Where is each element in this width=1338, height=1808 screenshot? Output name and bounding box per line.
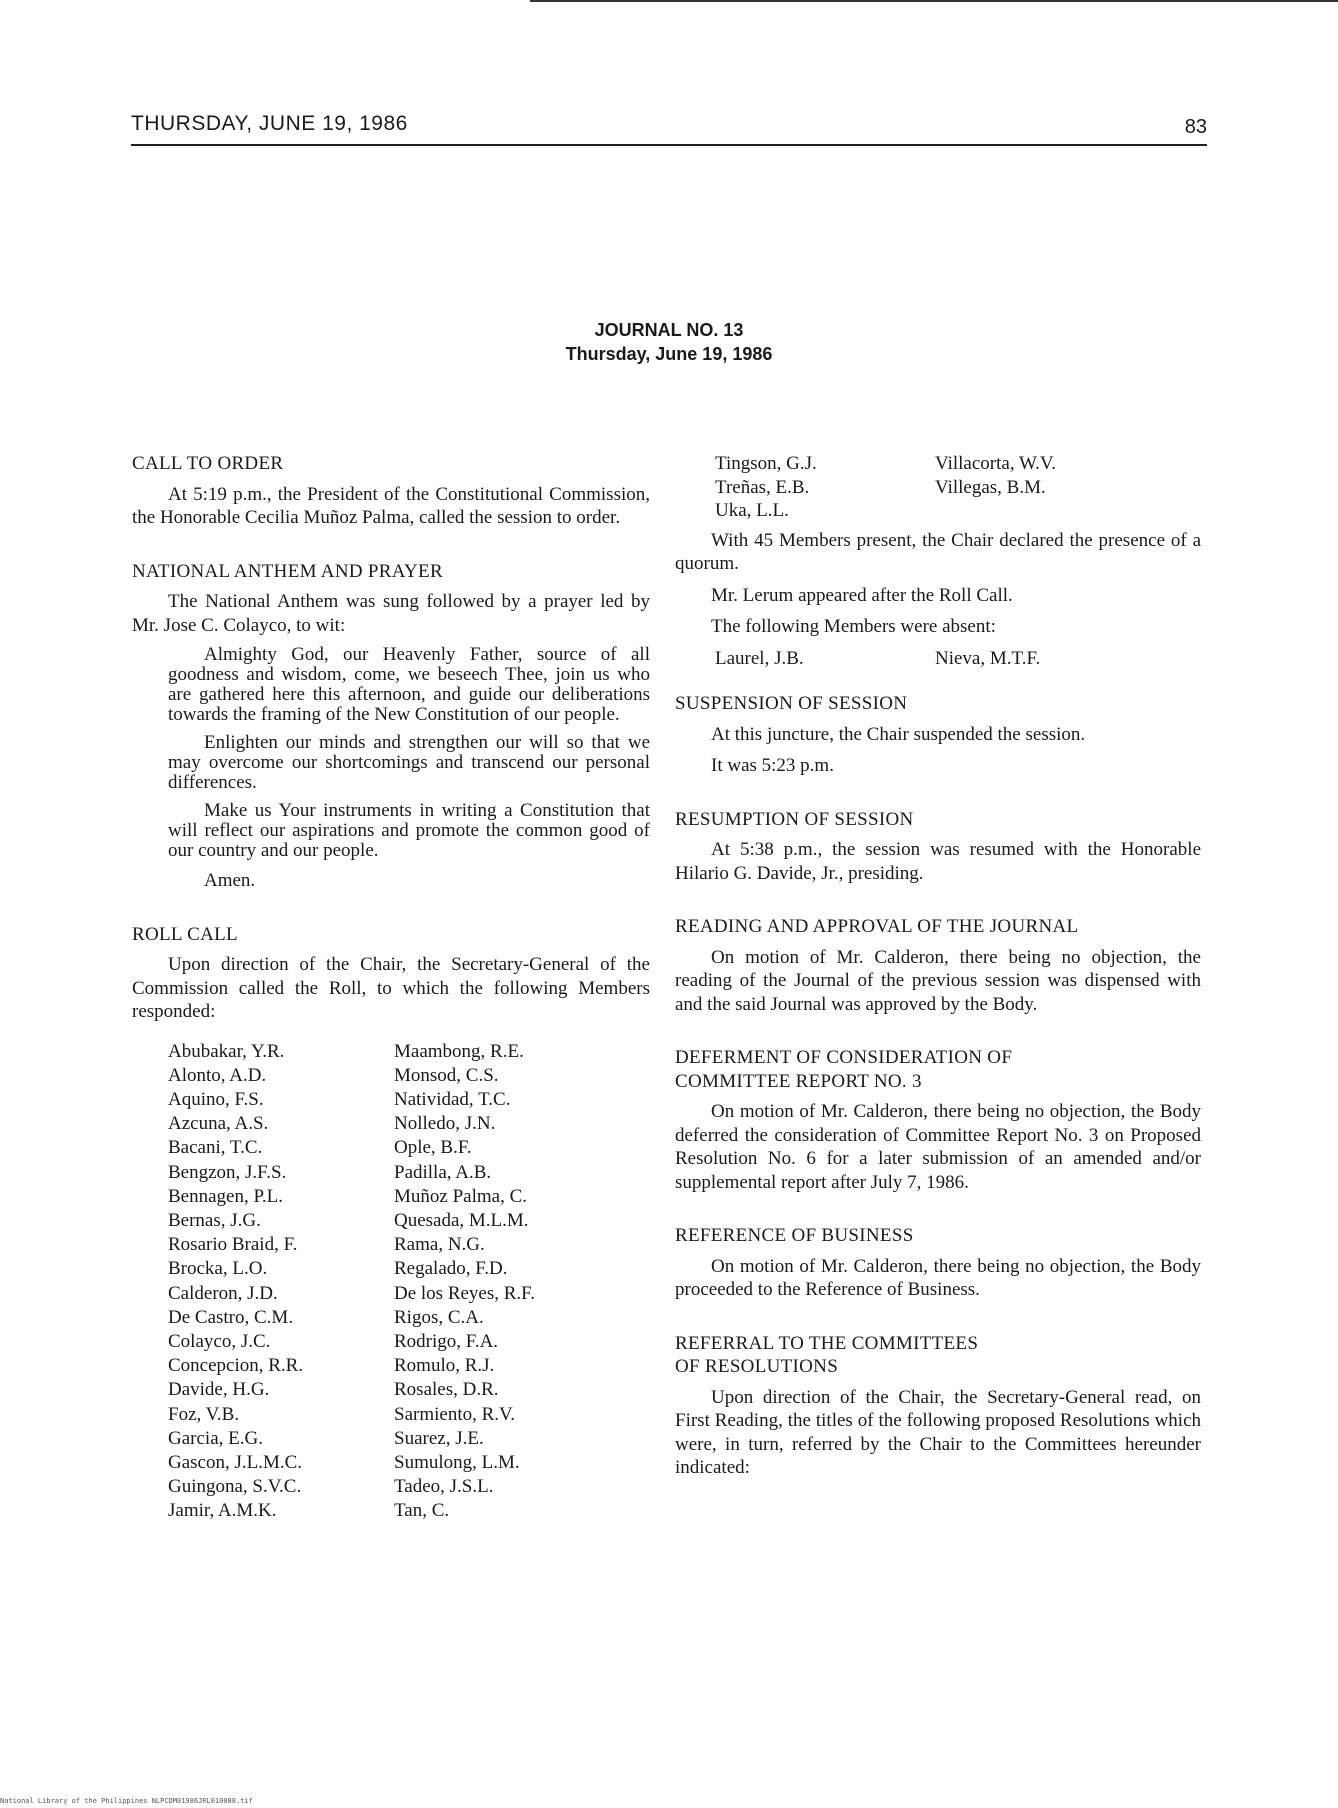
member-name: Gascon, J.L.M.C.	[168, 1451, 303, 1473]
member-name: Davide, H.G.	[168, 1379, 270, 1401]
names-column-1	[168, 1040, 394, 1524]
member-name: Rama, N.G.	[394, 1234, 485, 1256]
right-column	[675, 452, 1201, 1488]
scan-footer: National Library of the Philippines NLPCDM01986JRL010088.tif	[0, 1797, 253, 1805]
member-name: Suarez, J.E.	[394, 1427, 484, 1449]
member-name: Romulo, R.J.	[394, 1355, 495, 1377]
roll-call-names-continued	[715, 452, 1201, 523]
member-name: Sumulong, L.M.	[394, 1451, 520, 1473]
absent-text: The following Members were absent:	[711, 616, 996, 637]
names-column-2	[935, 452, 1155, 523]
member-name: Muñoz Palma, C.	[394, 1185, 527, 1207]
prayer-paragraph: Enlighten our minds and strengthen our will so that we may overcome our shortcomings and transcend our personal differences.	[168, 732, 650, 793]
member-name: Concepcion, R.R.	[168, 1355, 304, 1377]
prayer-paragraph: Make us Your instruments in writing a Constitution that will reflect our aspirations and promote the common good of our country and our people.	[168, 800, 650, 861]
member-name: Villegas, B.M.	[935, 476, 1046, 498]
member-name: Nolledo, J.N.	[394, 1113, 496, 1135]
member-name: Villacorta, W.V.	[935, 453, 1056, 474]
member-name: Bennagen, P.L.	[168, 1185, 284, 1207]
member-name: De los Reyes, R.F.	[394, 1282, 535, 1304]
member-name: Aquino, F.S.	[168, 1088, 264, 1110]
member-name: Jamir, A.M.K.	[168, 1500, 277, 1522]
suspension-time: It was 5:23 p.m.	[711, 755, 834, 776]
member-name: Tadeo, J.S.L.	[394, 1476, 494, 1498]
deferment-text: On motion of Mr. Calderon, there being no objection, the Body deferred the consideration of Committee Report No. 3 on Proposed Resolution No. 6 for a later submission of an amended and/or supplemental report after July 7, 1986.	[675, 1101, 1201, 1193]
member-name: Padilla, A.B.	[394, 1161, 492, 1183]
member-name: Treñas, E.B.	[715, 476, 810, 498]
journal-title	[0, 318, 1338, 366]
resumption-heading: RESUMPTION OF SESSION	[675, 808, 914, 830]
member-name: Monsod, C.S.	[394, 1064, 499, 1086]
member-name: Guingona, S.V.C.	[168, 1476, 302, 1498]
lerum-text: Mr. Lerum appeared after the Roll Call.	[711, 584, 1013, 606]
member-name: Laurel, J.B.	[715, 647, 804, 669]
member-name: Ople, B.F.	[394, 1137, 472, 1159]
member-name: Garcia, E.G.	[168, 1427, 263, 1449]
member-name: Rodrigo, F.A.	[394, 1330, 499, 1352]
left-column	[132, 452, 650, 1524]
reading-heading: READING AND APPROVAL OF THE JOURNAL	[675, 916, 1079, 937]
header-rule	[131, 144, 1207, 146]
call-to-order-text: At 5:19 p.m., the President of the Constitutional Commission, the Honorable Cecilia Muñoz Palma, called the session to order.	[132, 483, 650, 528]
reference-heading: REFERENCE OF BUSINESS	[675, 1225, 914, 1246]
journal-number: JOURNAL NO. 13	[594, 320, 744, 340]
member-name: De Castro, C.M.	[168, 1306, 294, 1328]
member-name: Azcuna, A.S.	[168, 1113, 269, 1135]
member-name: Bengzon, J.F.S.	[168, 1161, 287, 1183]
roll-call-names	[168, 1040, 650, 1524]
deferment-heading-line2: COMMITTEE REPORT NO. 3	[675, 1070, 922, 1092]
member-name: Tan, C.	[394, 1500, 450, 1522]
member-name: Regalado, F.D.	[394, 1258, 508, 1280]
reading-text: On motion of Mr. Calderon, there being no objection, the reading of the Journal of the previous session was dispensed with and the said Journal was approved by the Body.	[675, 946, 1201, 1015]
prayer-amen: Amen.	[204, 870, 256, 891]
prayer-paragraph: Almighty God, our Heavenly Father, source of all goodness and wisdom, come, we beseech Thee, join us who are gathered here this afternoon, and guide our deliberations towards the framing of the New Constitution of our people.	[168, 644, 650, 725]
names-column-1	[715, 452, 935, 523]
member-name: Maambong, R.E.	[394, 1040, 524, 1062]
suspension-heading: SUSPENSION OF SESSION	[675, 693, 908, 714]
resumption-text: At 5:38 p.m., the session was resumed with the Honorable Hilario G. Davide, Jr., presiding.	[675, 839, 1201, 884]
referral-heading-line1: REFERRAL TO THE COMMITTEES	[675, 1332, 979, 1354]
member-name: Foz, V.B.	[168, 1403, 240, 1425]
member-name: Abubakar, Y.R.	[168, 1040, 285, 1062]
call-to-order-heading: CALL TO ORDER	[132, 453, 284, 474]
top-scan-line	[530, 0, 1338, 2]
absent-names	[715, 647, 1201, 671]
deferment-heading-line1: DEFERMENT OF CONSIDERATION OF	[675, 1047, 1013, 1068]
member-name: Bernas, J.G.	[168, 1209, 261, 1231]
member-name: Alonto, A.D.	[168, 1064, 267, 1086]
journal-date: Thursday, June 19, 1986	[565, 344, 773, 364]
suspension-text: At this juncture, the Chair suspended the session.	[711, 723, 1086, 745]
roll-call-text: Upon direction of the Chair, the Secretary-General of the Commission called the Roll, to which the following Members responded:	[132, 954, 650, 1022]
member-name: Natividad, T.C.	[394, 1088, 511, 1110]
quorum-text: With 45 Members present, the Chair declared the presence of a quorum.	[675, 529, 1201, 574]
page-number: 83	[1184, 116, 1207, 138]
member-name: Brocka, L.O.	[168, 1258, 268, 1280]
member-name: Bacani, T.C.	[168, 1137, 263, 1159]
prayer-block	[132, 645, 650, 893]
running-head: THURSDAY, JUNE 19, 1986	[131, 112, 408, 135]
anthem-heading: NATIONAL ANTHEM AND PRAYER	[132, 560, 443, 582]
member-name: Rigos, C.A.	[394, 1306, 484, 1328]
member-name: Calderon, J.D.	[168, 1282, 278, 1304]
member-name: Nieva, M.T.F.	[935, 647, 1041, 669]
reference-text: On motion of Mr. Calderon, there being no objection, the Body proceeded to the Reference of Business.	[675, 1255, 1201, 1300]
member-name: Uka, L.L.	[715, 500, 789, 521]
member-name: Quesada, M.L.M.	[394, 1209, 529, 1231]
referral-text: Upon direction of the Chair, the Secretary-General read, on First Reading, the titles of the following proposed Resolutions which were, in turn, referred by the Chair to the Committees hereunder indicated:	[675, 1386, 1201, 1478]
anthem-text: The National Anthem was sung followed by a prayer led by Mr. Jose C. Colayco, to wit:	[132, 591, 650, 636]
member-name: Rosales, D.R.	[394, 1379, 499, 1401]
member-name: Sarmiento, R.V.	[394, 1403, 516, 1425]
referral-heading-line2: OF RESOLUTIONS	[675, 1356, 839, 1377]
names-column-2	[394, 1040, 624, 1524]
member-name: Colayco, J.C.	[168, 1330, 271, 1352]
member-name: Rosario Braid, F.	[168, 1234, 298, 1256]
member-name: Tingson, G.J.	[715, 453, 817, 474]
roll-call-heading: ROLL CALL	[132, 923, 238, 945]
